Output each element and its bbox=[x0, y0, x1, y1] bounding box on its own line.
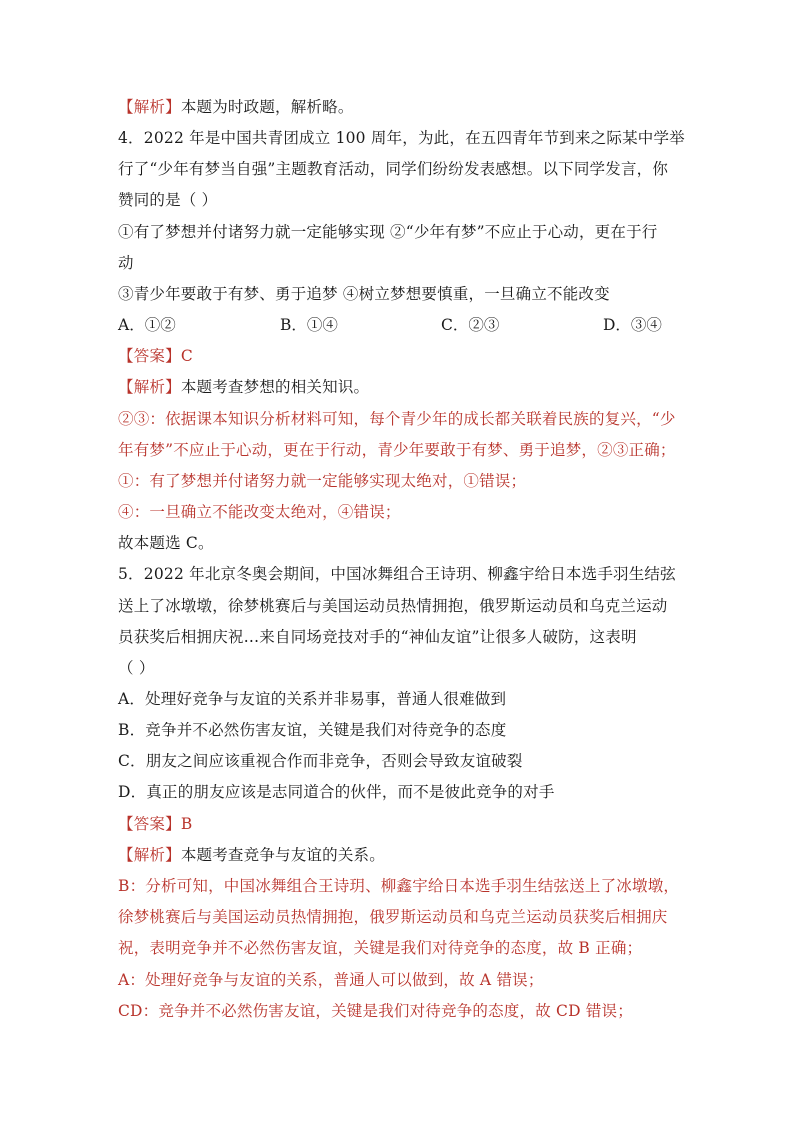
q4-explanation-line: ②③：依据课本知识分析材料可知，每个青少年的成长都关联着民族的复兴，“少 bbox=[118, 410, 676, 428]
answer-tag: 【答案】 bbox=[118, 347, 181, 365]
q5-stem-line: 送上了冰墩墩，徐梦桃赛后与美国运动员热情拥抱，俄罗斯运动员和乌克兰运动 bbox=[118, 597, 668, 615]
q3-analysis-line bbox=[118, 97, 678, 117]
analysis-text: 本题为时政题，解析略。 bbox=[180, 98, 354, 116]
q5-option-c: C．朋友之间应该重视合作而非竞争，否则会导致友谊破裂 bbox=[118, 752, 523, 770]
q4-stem-line: 4．2022 年是中国共青团成立 100 周年，为此，在五四青年节到来之际某中学举 bbox=[118, 129, 685, 147]
q4-stem-line: 行了“少年有梦当自强”主题教育活动，同学们纷纷发表感想。以下同学发言，你 bbox=[118, 160, 669, 178]
answer-value: B bbox=[180, 815, 193, 833]
q4-option-d: D．③④ bbox=[603, 316, 662, 334]
q4-option-a: A．①② bbox=[118, 316, 176, 334]
analysis-tag: 【解析】 bbox=[118, 378, 181, 396]
q5-option-d: D．真正的朋友应该是志同道合的伙伴，而不是彼此竞争的对手 bbox=[118, 783, 555, 801]
analysis-intro: 本题考查梦想的相关知识。 bbox=[180, 378, 370, 396]
q5-explanation-line: CD：竞争并不必然伤害友谊，关键是我们对待竞争的态度，故 CD 错误； bbox=[118, 1002, 633, 1020]
q4-stem-line: 赞同的是（ ） bbox=[118, 191, 218, 209]
q5-answer-line bbox=[118, 814, 678, 834]
analysis-tag: 【解析】 bbox=[118, 846, 181, 864]
q4-option-b: B．①④ bbox=[280, 316, 338, 334]
answer-value: C bbox=[180, 347, 193, 365]
q5-option-b: B．竞争并不必然伤害友谊，关键是我们对待竞争的态度 bbox=[118, 721, 507, 739]
q4-explanation-line: 年有梦”不应止于心动，更在于行动，青少年要敢于有梦、勇于追梦，②③正确； bbox=[118, 441, 676, 459]
q5-analysis-line bbox=[118, 845, 678, 865]
q5-explanation-line: B：分析可知，中国冰舞组合王诗玥、柳鑫宇给日本选手羽生结弦送上了冰墩墩， bbox=[118, 877, 680, 895]
analysis-intro: 本题考查竞争与友谊的关系。 bbox=[180, 846, 385, 864]
q5-explanation-line: 祝，表明竞争并不必然伤害友谊，关键是我们对待竞争的态度，故 B 正确； bbox=[118, 939, 643, 957]
answer-tag: 【答案】 bbox=[118, 815, 181, 833]
q4-explanation-line: ④：一旦确立不能改变太绝对，④错误； bbox=[118, 503, 401, 521]
q4-conclusion: 故本题选 C。 bbox=[118, 534, 214, 552]
q5-stem-line: （ ） bbox=[118, 659, 155, 677]
q4-explanation-line: ①：有了梦想并付诸努力就一定能够实现太绝对，①错误； bbox=[118, 472, 527, 490]
q4-analysis-line bbox=[118, 377, 678, 397]
q4-statement-line: ③青少年要敢于有梦、勇于追梦 ④树立梦想要慎重，一旦确立不能改变 bbox=[118, 285, 610, 303]
q4-option-c: C．②③ bbox=[441, 316, 500, 334]
q5-explanation-line: 徐梦桃赛后与美国运动员热情拥抱，俄罗斯运动员和乌克兰运动员获奖后相拥庆 bbox=[118, 908, 668, 926]
q5-stem-line: 员获奖后相拥庆祝…来自同场竞技对手的“神仙友谊”让很多人破防，这表明 bbox=[118, 628, 637, 646]
analysis-tag: 【解析】 bbox=[118, 98, 181, 116]
q5-stem-line: 5．2022 年北京冬奥会期间，中国冰舞组合王诗玥、柳鑫宇给日本选手羽生结弦 bbox=[118, 565, 676, 583]
q4-statement-line: ①有了梦想并付诸努力就一定能够实现 ②“少年有梦”不应止于心动，更在于行 bbox=[118, 223, 658, 241]
q5-explanation-line: A：处理好竞争与友谊的关系，普通人可以做到，故 A 错误； bbox=[118, 971, 544, 989]
q4-answer-line bbox=[118, 346, 678, 366]
q5-option-a: A．处理好竞争与友谊的关系并非易事，普通人很难做到 bbox=[118, 690, 507, 708]
q4-statement-line: 动 bbox=[118, 254, 134, 272]
